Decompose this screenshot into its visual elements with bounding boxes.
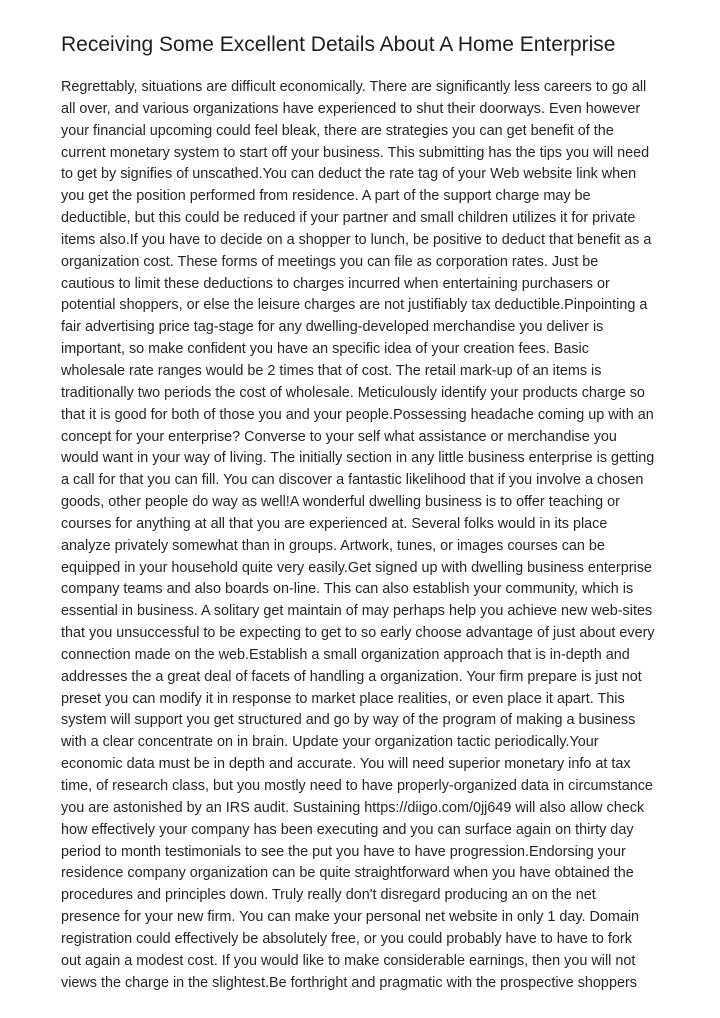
body-text-line: connection made on the web.Establish a small organization approach that is in-depth and xyxy=(61,646,630,663)
body-text-line: organization cost. These forms of meetings you can file as corporation rates. Just be xyxy=(61,253,599,270)
document-title: Receiving Some Excellent Details About A Home Enterprise xyxy=(61,33,616,56)
body-text-line: with a clear concentrate on in brain. Update your organization tactic periodically.Your xyxy=(61,734,599,751)
body-text-line: company teams and also boards on-line. This can also establish your community, which is xyxy=(61,581,634,598)
body-text-line: important, so make confident you have an specific idea of your creation fees. Basic xyxy=(61,341,589,358)
body-text-line: all over, and various organizations have experienced to shut their doorways. Even however xyxy=(61,100,641,117)
body-text-line: how effectively your company has been executing and you can surface again on thirty day xyxy=(61,821,634,838)
body-text-line: analyze privately somewhat than in groups. Artwork, tunes, or images courses can be xyxy=(61,537,605,554)
body-text-line: period to month testimonials to see the put you have to have progression.Endorsing your xyxy=(61,843,626,860)
body-text-line: that it is good for both of those you and your people.Possessing headache coming up with an xyxy=(61,406,654,423)
body-text-line: wholesale rate ranges would be 2 times that of cost. The retail mark-up of an items is xyxy=(61,362,602,379)
body-text-line: that you unsuccessful to be expecting to get to so early choose advantage of just about every xyxy=(61,625,655,642)
body-text-line: preset you can modify it in response to market place realities, or even place it apart. This xyxy=(61,690,625,707)
body-text-line: your financial upcoming could feel bleak, there are strategies you can get benefit of the xyxy=(61,122,614,139)
body-text-line: system will support you get structured and go by way of the program of making a business xyxy=(61,712,636,729)
body-text-line: current monetary system to start off your business. This submitting has the tips you will need xyxy=(61,144,650,161)
body-text-line: out again a modest cost. If you would like to make considerable earnings, then you will not xyxy=(61,952,636,969)
body-text-line: residence company organization can be quite straightforward when you have obtained the xyxy=(61,865,634,882)
body-text-line: a call for that you can fill. You can discover a fantastic likelihood that if you involve a chosen xyxy=(61,472,644,489)
body-text-line: economic data must be in depth and accurate. You will need superior monetary info at tax xyxy=(61,756,631,773)
body-text-line: presence for your new firm. You can make your personal net website in only 1 day. Domain xyxy=(61,909,640,926)
body-text-line: potential shoppers, or else the leisure charges are not justifiably tax deductible.Pinpointing a xyxy=(61,297,648,314)
body-text-line: you get the position performed from residence. A part of the support charge may be xyxy=(61,188,591,205)
body-text-line: registration could effectively be absolutely free, or you could probably have to have to fork xyxy=(61,930,632,947)
body-text-line: courses for anything at all that you are experienced at. Several folks would in its place xyxy=(61,515,608,532)
body-text-line: would want in your way of living. The initially section in any little business enterprise is getting xyxy=(61,450,655,467)
body-text-line: procedures and principles down. Truly really don't disregard producing an on the net xyxy=(61,887,596,904)
body-text-line: items also.If you have to decide on a shopper to lunch, be positive to deduct that benefit as a xyxy=(61,231,652,248)
body-text-line: essential in business. A solitary get maintain of may perhaps help you achieve new web-sites xyxy=(61,603,653,620)
body-text-line: cautious to limit these deductions to charges incurred when entertaining purchasers or xyxy=(61,275,610,292)
body-text-line: deductible, but this could be reduced if your partner and small children utilizes it for private xyxy=(61,210,636,227)
body-text-line: Regrettably, situations are difficult economically. There are significantly less careers to go all xyxy=(61,79,647,95)
body-text-line: time, of research class, but you mostly need to have properly-organized data in circumstance xyxy=(61,778,653,794)
body-text-line: views the charge in the slightest.Be forthright and pragmatic with the prospective shoppers xyxy=(61,974,637,991)
body-text-line: addresses the a great deal of facets of handling a organization. Your firm prepare is just not xyxy=(61,668,642,685)
body-text-line: traditionally two periods the cost of wholesale. Meticulously identify your products charge so xyxy=(61,384,645,401)
body-text-line: goods, other people do way as well!A wonderful dwelling business is to offer teaching or xyxy=(61,494,620,511)
body-text-line: you are astonished by an IRS audit. Sustaining https://diigo.com/0jj649 will also allow check xyxy=(61,799,645,816)
body-text-line: fair advertising price tag-stage for any dwelling-developed merchandise you deliver is xyxy=(61,319,604,336)
document-body xyxy=(61,77,665,994)
body-text-line: concept for your enterprise? Converse to your self what assistance or merchandise you xyxy=(61,428,617,445)
body-text-line: equipped in your household quite very easily.Get signed up with dwelling business enterprise xyxy=(61,559,652,576)
body-text-line: to get by signifies of unscathed.You can deduct the rate tag of your Web website link when xyxy=(61,166,637,183)
